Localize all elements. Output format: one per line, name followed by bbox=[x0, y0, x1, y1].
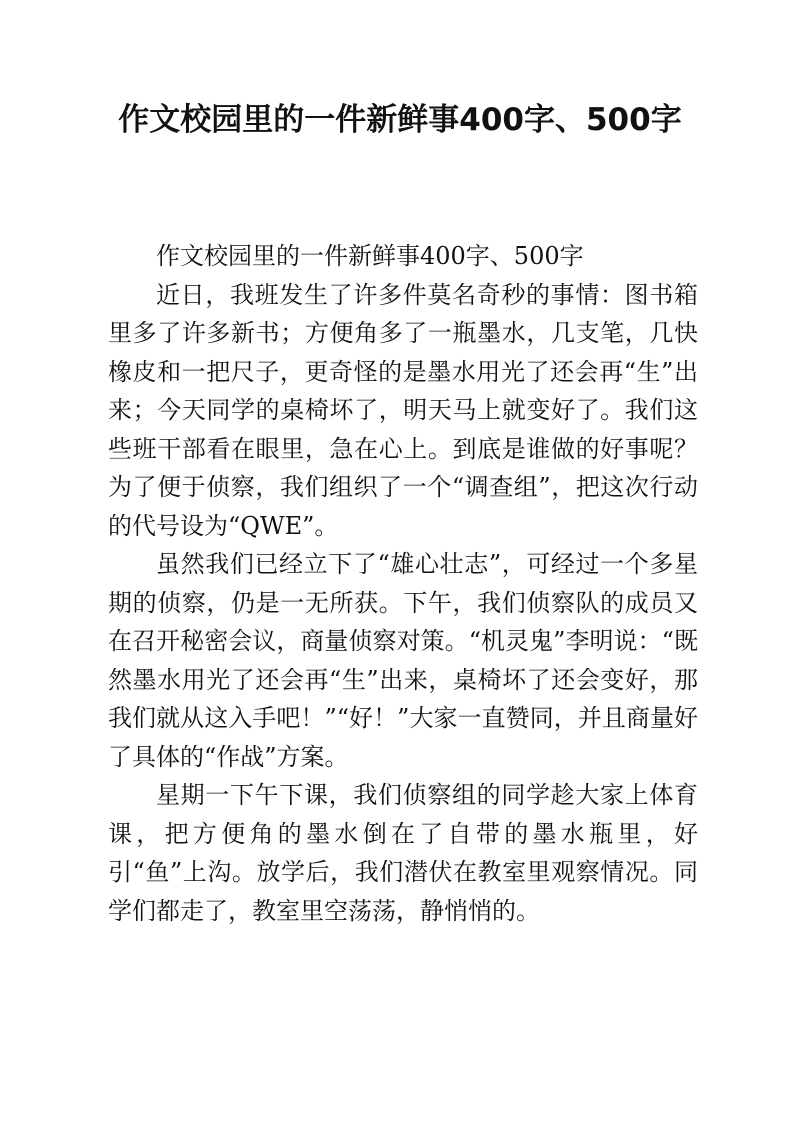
paragraph: 近日，我班发生了许多件莫名奇秒的事情：图书箱里多了许多新书；方便角多了一瓶墨水，几支笔，几快橡皮和一把尺子，更奇怪的是墨水用光了还会再“生”出来；今天同学的桌椅坏了，明天马上就变好了。我们这些班干部看在眼里，急在心上。到底是谁做的好事呢？为了便于侦察，我们组织了一个“调查组”，把这次行动的代号设为“QWE”。 bbox=[108, 280, 698, 540]
document-title: 作文校园里的一件新鲜事400字、500字 bbox=[118, 102, 682, 138]
paragraph-heading-repeat: 作文校园里的一件新鲜事400字、500字 bbox=[156, 242, 584, 270]
paragraph: 虽然我们已经立下了“雄心壮志”，可经过一个多星期的侦察，仍是一无所获。下午，我们侦察队的成员又在召开秘密会议，商量侦察对策。“机灵鬼”李明说：“既然墨水用光了还会再“生”出来，桌椅坏了还会变好，那我们就从这入手吧！”“好！”大家一直赞同，并且商量好了具体的“作战”方案。 bbox=[108, 550, 698, 771]
document-body bbox=[108, 237, 698, 930]
paragraph: 星期一下午下课，我们侦察组的同学趁大家上体育课，把方便角的墨水倒在了自带的墨水瓶里，好引“鱼”上沟。放学后，我们潜伏在教室里观察情况。同学们都走了，教室里空荡荡，静悄悄的。 bbox=[108, 781, 698, 925]
